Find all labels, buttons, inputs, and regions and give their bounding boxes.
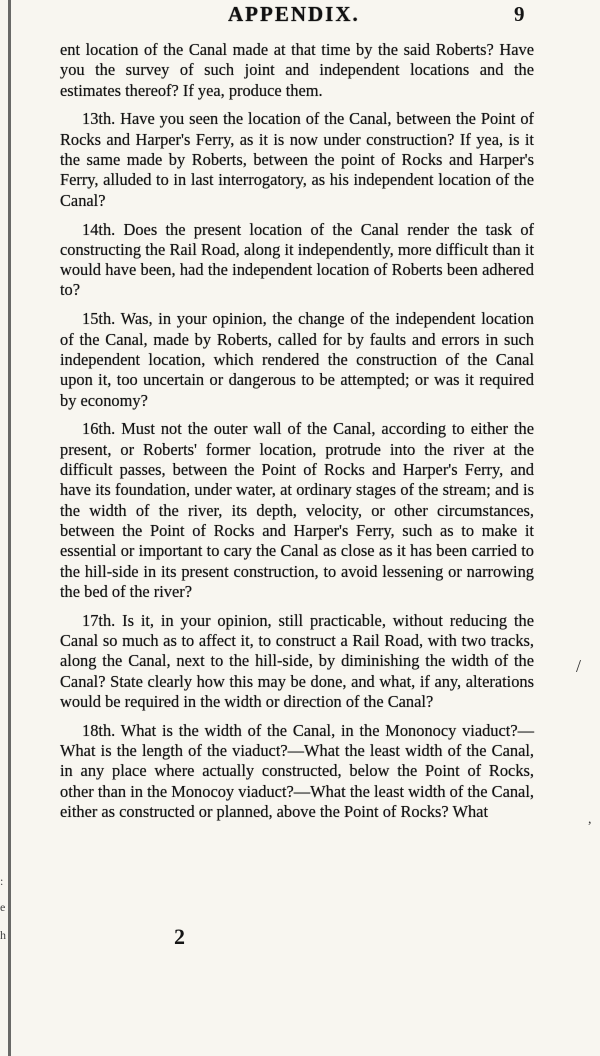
paragraph-18th: 18th. What is the width of the Canal, in the Mononocy viaduct?—What is the length of the viaduct?—What the least width of the Canal, in any place where actually constructed, below the Point of Rocks, other than in the Monocoy viaduct?—What the least width of the Canal, either as constructed or planned, above the Point of Rocks? What <box>60 720 534 821</box>
paragraph-continuation: ent location of the Canal made at that time by the said Roberts? Have you the survey of such joint and independent locations and the estimates thereof? If yea, produce them. <box>60 40 534 100</box>
paragraph-16th: 16th. Must not the outer wall of the Canal, according to either the present, or Roberts' former location, protrude into the river at the difficult passes, between the Point of Rocks and Harper's Ferry, and have its foundation, under water, at ordinary stages of the stream; and is the width of the river, its depth, velocity, or other circumstances, between the Point of Rocks and Harper's Ferry, such as to make it essential or important to cary the Canal as close as it has been carried to the hill-side in its present construction, to avoid lessening or narrowing the bed of the river? <box>60 419 534 601</box>
edge-mark: : <box>0 874 4 888</box>
signature-mark: 2 <box>174 924 185 949</box>
edge-mark: e <box>0 900 6 914</box>
edge-mark: h <box>0 928 6 942</box>
body-text <box>60 40 534 831</box>
paragraph-13th: 13th. Have you seen the location of the Canal, between the Point of Rocks and Harper's Ferry, as it is now under construction? If yea, is it the same made by Roberts, between the point of Rocks and Harper's Ferry, alluded to in last interrogatory, as his independent location of the Canal? <box>60 109 534 210</box>
paragraph-15th: 15th. Was, in your opinion, the change of the independent location of the Canal, made by Roberts, called for by faults and errors in such independent location, which rendered the construction of the Canal upon it, too uncertain or dangerous to be attempted; or was it required by economy? <box>60 309 534 410</box>
ink-mark: , <box>588 812 592 827</box>
page-binding-edge <box>8 0 11 1056</box>
ink-mark: / <box>576 656 582 676</box>
paragraph-14th: 14th. Does the present location of the Canal render the task of constructing the Rail Road, along it independently, more difficult than it would have been, had the independent location of Roberts been adhered to? <box>60 219 534 300</box>
running-title: APPENDIX. <box>228 2 360 26</box>
page-number: 9 <box>514 2 525 26</box>
page-header <box>0 2 600 28</box>
paragraph-17th: 17th. Is it, in your opinion, still practicable, without reducing the Canal so much as to affect it, to construct a Rail Road, with two tracks, along the Canal, next to the hill-side, by diminishing the width of the Canal? State clearly how this may be done, and what, if any, alterations would be required in the width or direction of the Canal? <box>60 610 534 711</box>
